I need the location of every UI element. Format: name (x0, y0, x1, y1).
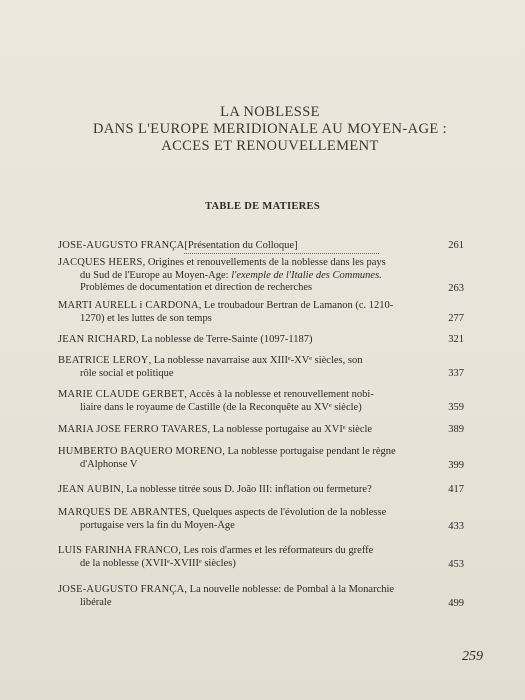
toc-entry (58, 389, 464, 414)
entry-text: , La noblesse de Terre-Sainte (1097-1187) (135, 334, 313, 345)
entry-page: 261 (448, 240, 464, 251)
entry-text: Problèmes de documentation et direction de recherches (80, 282, 313, 293)
title-line-3: ACCES ET RENOUVELLEMENT (161, 138, 379, 154)
title-line-2: DANS L'EUROPE MERIDIONALE AU MOYEN-AGE : (92, 121, 448, 137)
entry-text: d'Alphonse V (80, 458, 138, 470)
entry-page: 399 (448, 460, 464, 471)
entry-author: JOSE-AUGUSTO FRANÇA (58, 240, 185, 251)
entry-text: 1270) et les luttes de son temps (80, 312, 212, 324)
entry-page: 417 (448, 484, 464, 495)
entry-author: MARIE CLAUDE GERBET (58, 389, 185, 400)
entry-author: JACQUES HEERS (58, 257, 143, 268)
toc-entry (58, 300, 464, 325)
entry-page: 337 (448, 368, 464, 379)
toc-entry (58, 257, 464, 295)
entry-author: MARTI AURELL i CARDONA (58, 300, 199, 311)
entry-author: JEAN AUBIN (58, 484, 121, 495)
entry-author: MARQUÊS DE ABRANTES (58, 507, 188, 518)
entry-text: , La nouvelle noblesse: de Pombal à la Monarchie (184, 584, 395, 595)
entry-author: MARIA JOSE FERRO TAVARES (58, 424, 208, 435)
entry-text: du Sud de l'Europe au Moyen-Age: (80, 269, 232, 281)
entry-page: 277 (448, 313, 464, 324)
entry-text: , Origines et renouvellements de la noblesse dans les pays (142, 257, 386, 268)
entry-author: JEAN RICHARD (58, 334, 136, 345)
entry-author: LUÍS FARINHA FRANCO (58, 545, 179, 556)
toc-entry (58, 240, 464, 254)
entry-text: , Quelques aspects de l'évolution de la noblesse (187, 507, 387, 518)
entry-page: 263 (448, 283, 464, 294)
entry-author: JOSE-AUGUSTO FRANÇA (58, 584, 185, 595)
entry-text: [Présentation du Colloque] (184, 240, 379, 254)
entry-text: , Accès à la noblesse et renouvellement nobi- (184, 389, 374, 400)
toc-entry (58, 424, 464, 437)
entry-text: de la noblesse (XVIIᵉ-XVIIIᵉ siècles) (80, 557, 236, 569)
toc-entry (58, 507, 464, 532)
page-number: 259 (462, 649, 483, 664)
entry-page: 499 (448, 598, 464, 609)
entry-author: HUMBERTO BAQUERO MORENO (58, 446, 223, 457)
entry-text: , La noblesse titrée sous D. João III: inflation ou fermeture? (120, 484, 372, 495)
entry-page: 389 (448, 424, 464, 435)
entry-page: 321 (448, 334, 464, 345)
entry-text-italic: l'exemple de l'Italie des Communes. (231, 269, 382, 281)
entry-text: , La noblesse navarraise aux XIIIᵉ-XVᵉ siècles, son (148, 355, 363, 366)
title-line-1: LA NOBLESSE (220, 104, 320, 120)
toc-entry (58, 545, 464, 570)
toc-entry (58, 484, 464, 497)
entry-page: 359 (448, 402, 464, 413)
entry-text: rôle social et politique (80, 367, 174, 379)
toc-entry (58, 584, 464, 609)
entry-text: libérale (80, 596, 112, 608)
entry-author: BEATRICE LEROY (58, 355, 149, 366)
toc-entry (58, 446, 464, 471)
entry-text: liaire dans le royaume de Castille (de la Reconquête au XVᵉ siècle) (80, 401, 362, 413)
entry-text: portugaise vers la fin du Moyen-Âge (80, 519, 235, 531)
entry-text: , La noblesse portugaise pendant le règne (222, 446, 396, 457)
toc-entry (58, 355, 464, 380)
entry-text: , Le troubadour Bertran de Lamanon (c. 1210- (198, 300, 394, 311)
toc-entry (58, 334, 464, 347)
entry-text: , Les rois d'armes et les réformateurs du greffe (178, 545, 374, 556)
toc-heading: TABLE DE MATIERES (205, 201, 320, 212)
entry-text: , La noblesse portugaise au XVIᵉ siècle (207, 424, 373, 435)
entry-page: 453 (448, 559, 464, 570)
entry-page: 433 (448, 521, 464, 532)
